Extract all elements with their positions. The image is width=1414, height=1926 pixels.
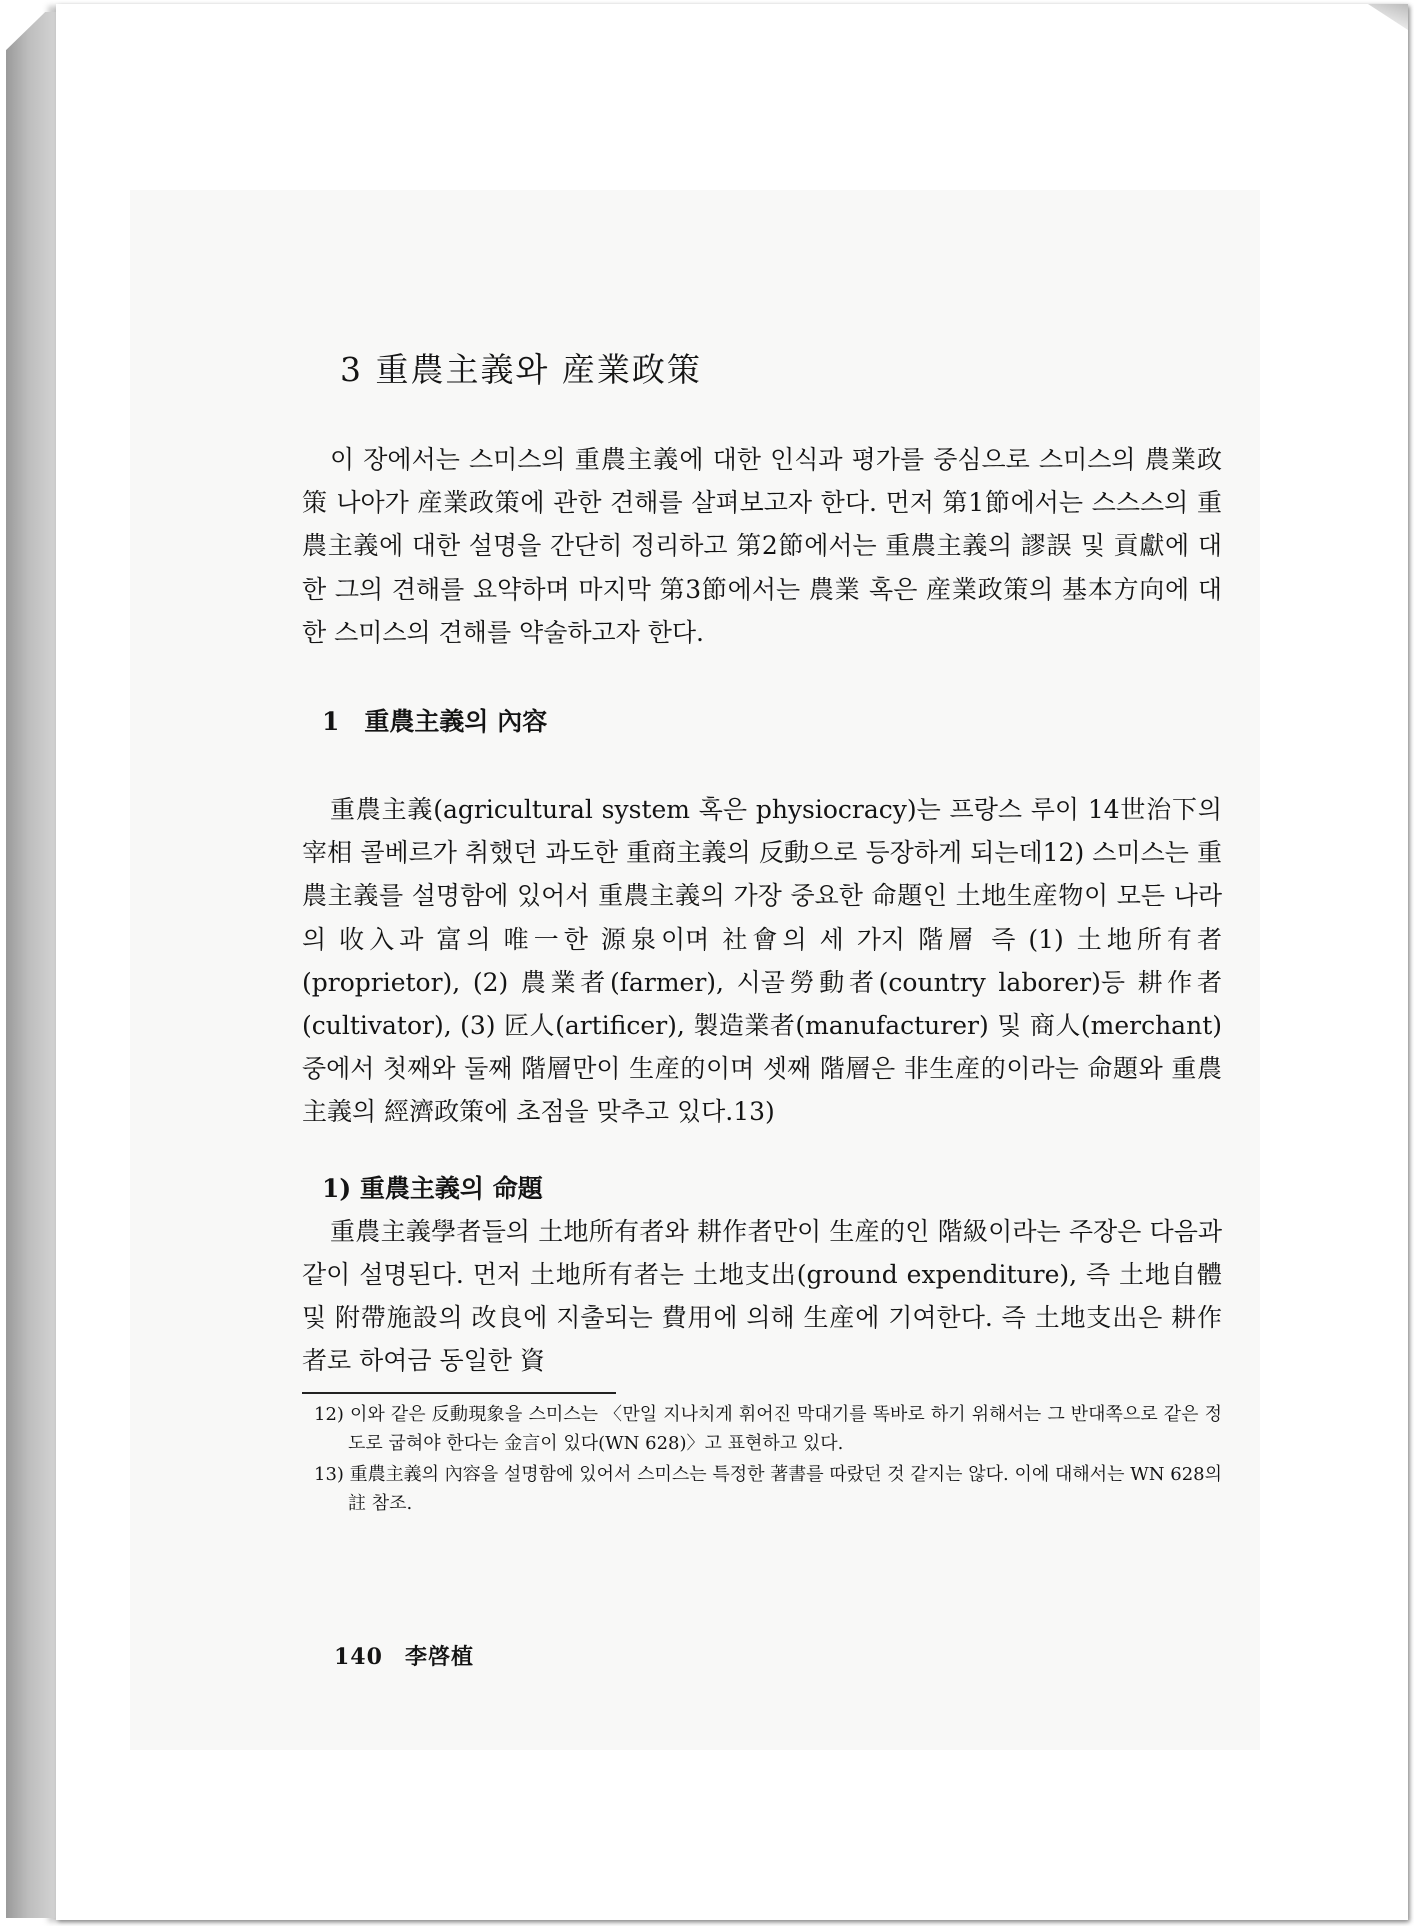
subsection-heading: 1) 重農主義의 命題	[322, 1173, 543, 1203]
intro-paragraph: 이 장에서는 스미스의 重農主義에 대한 인식과 평가를 중심으로 스미스의 農業政策 나아가 産業政策에 관한 견해를 살펴보고자 한다. 먼저 第1節에서는 스스스의 重農主義에 대한 설명을 간단히 정리하고 第2節에서는 重農主義의 謬誤 및 貢獻에 대한 그의 견해를 요약하며 마지막 第3節에서는 農業 혹은 産業政策의 基本方向에 대한 스미스의 견해를 약술하고자 한다.	[302, 445, 1222, 647]
section-heading: 1 重農主義의 內容	[322, 707, 548, 737]
page-corner-fold	[1368, 4, 1408, 30]
book-spine	[6, 12, 62, 1918]
chapter-title: 3 重農主義와 産業政策	[340, 350, 702, 389]
section-paragraph: 重農主義(agricultural system 혹은 physiocracy)는 프랑스 루이 14世治下의 宰相 콜베르가 취했던 과도한 重商主義의 反動으로 등장하게 되는데12) 스미스는 重農主義를 설명함에 있어서 重農主義의 가장 중요한 命題인 土地生産物이 모든 나라의 收入과 富의 唯一한 源泉이며 社會의 세 가지 階層 즉 (1) 土地所有者(proprietor), (2) 農業者(farmer), 시골勞動者(country laborer)등 耕作者(cultivator), (3) 匠人(artificer), 製造業者(manufacturer) 및 商人(merchant) 중에서 첫째와 둘째 階層만이 生産的이며 셋째 階層은 非生産的이라는 命題와 重農主義의 經濟政策에 초점을 맞추고 있다.13)	[302, 795, 1222, 1127]
footnote-12: 12) 이와 같은 反動現象을 스미스는 〈만일 지나치게 휘어진 막대기를 똑바로 하기 위해서는 그 반대쪽으로 같은 정도로 굽혀야 한다는 金言이 있다(WN 628)〉고 표현하고 있다.	[314, 1404, 1222, 1455]
running-author: 李啓植	[404, 1644, 474, 1670]
footnote-13: 13) 重農主義의 內容을 설명함에 있어서 스미스는 특정한 著書를 따랐던 것 같지는 않다. 이에 대해서는 WN 628의 註 참조.	[314, 1464, 1222, 1515]
page-footer	[334, 1640, 474, 1671]
page-content	[302, 340, 1222, 1520]
subsection-paragraph: 重農主義學者들의 土地所有者와 耕作者만이 生産的인 階級이라는 주장은 다음과 같이 설명된다. 먼저 土地所有者는 土地支出(ground expenditure), 즉 土地自體 및 附帶施設의 改良에 지출되는 費用에 의해 生産에 기여한다. 즉 土地支出은 耕作者로 하여금 동일한 資	[302, 1216, 1222, 1376]
page-number: 140	[334, 1644, 383, 1670]
footnote-divider	[302, 1392, 616, 1394]
footnotes	[302, 1400, 1222, 1518]
